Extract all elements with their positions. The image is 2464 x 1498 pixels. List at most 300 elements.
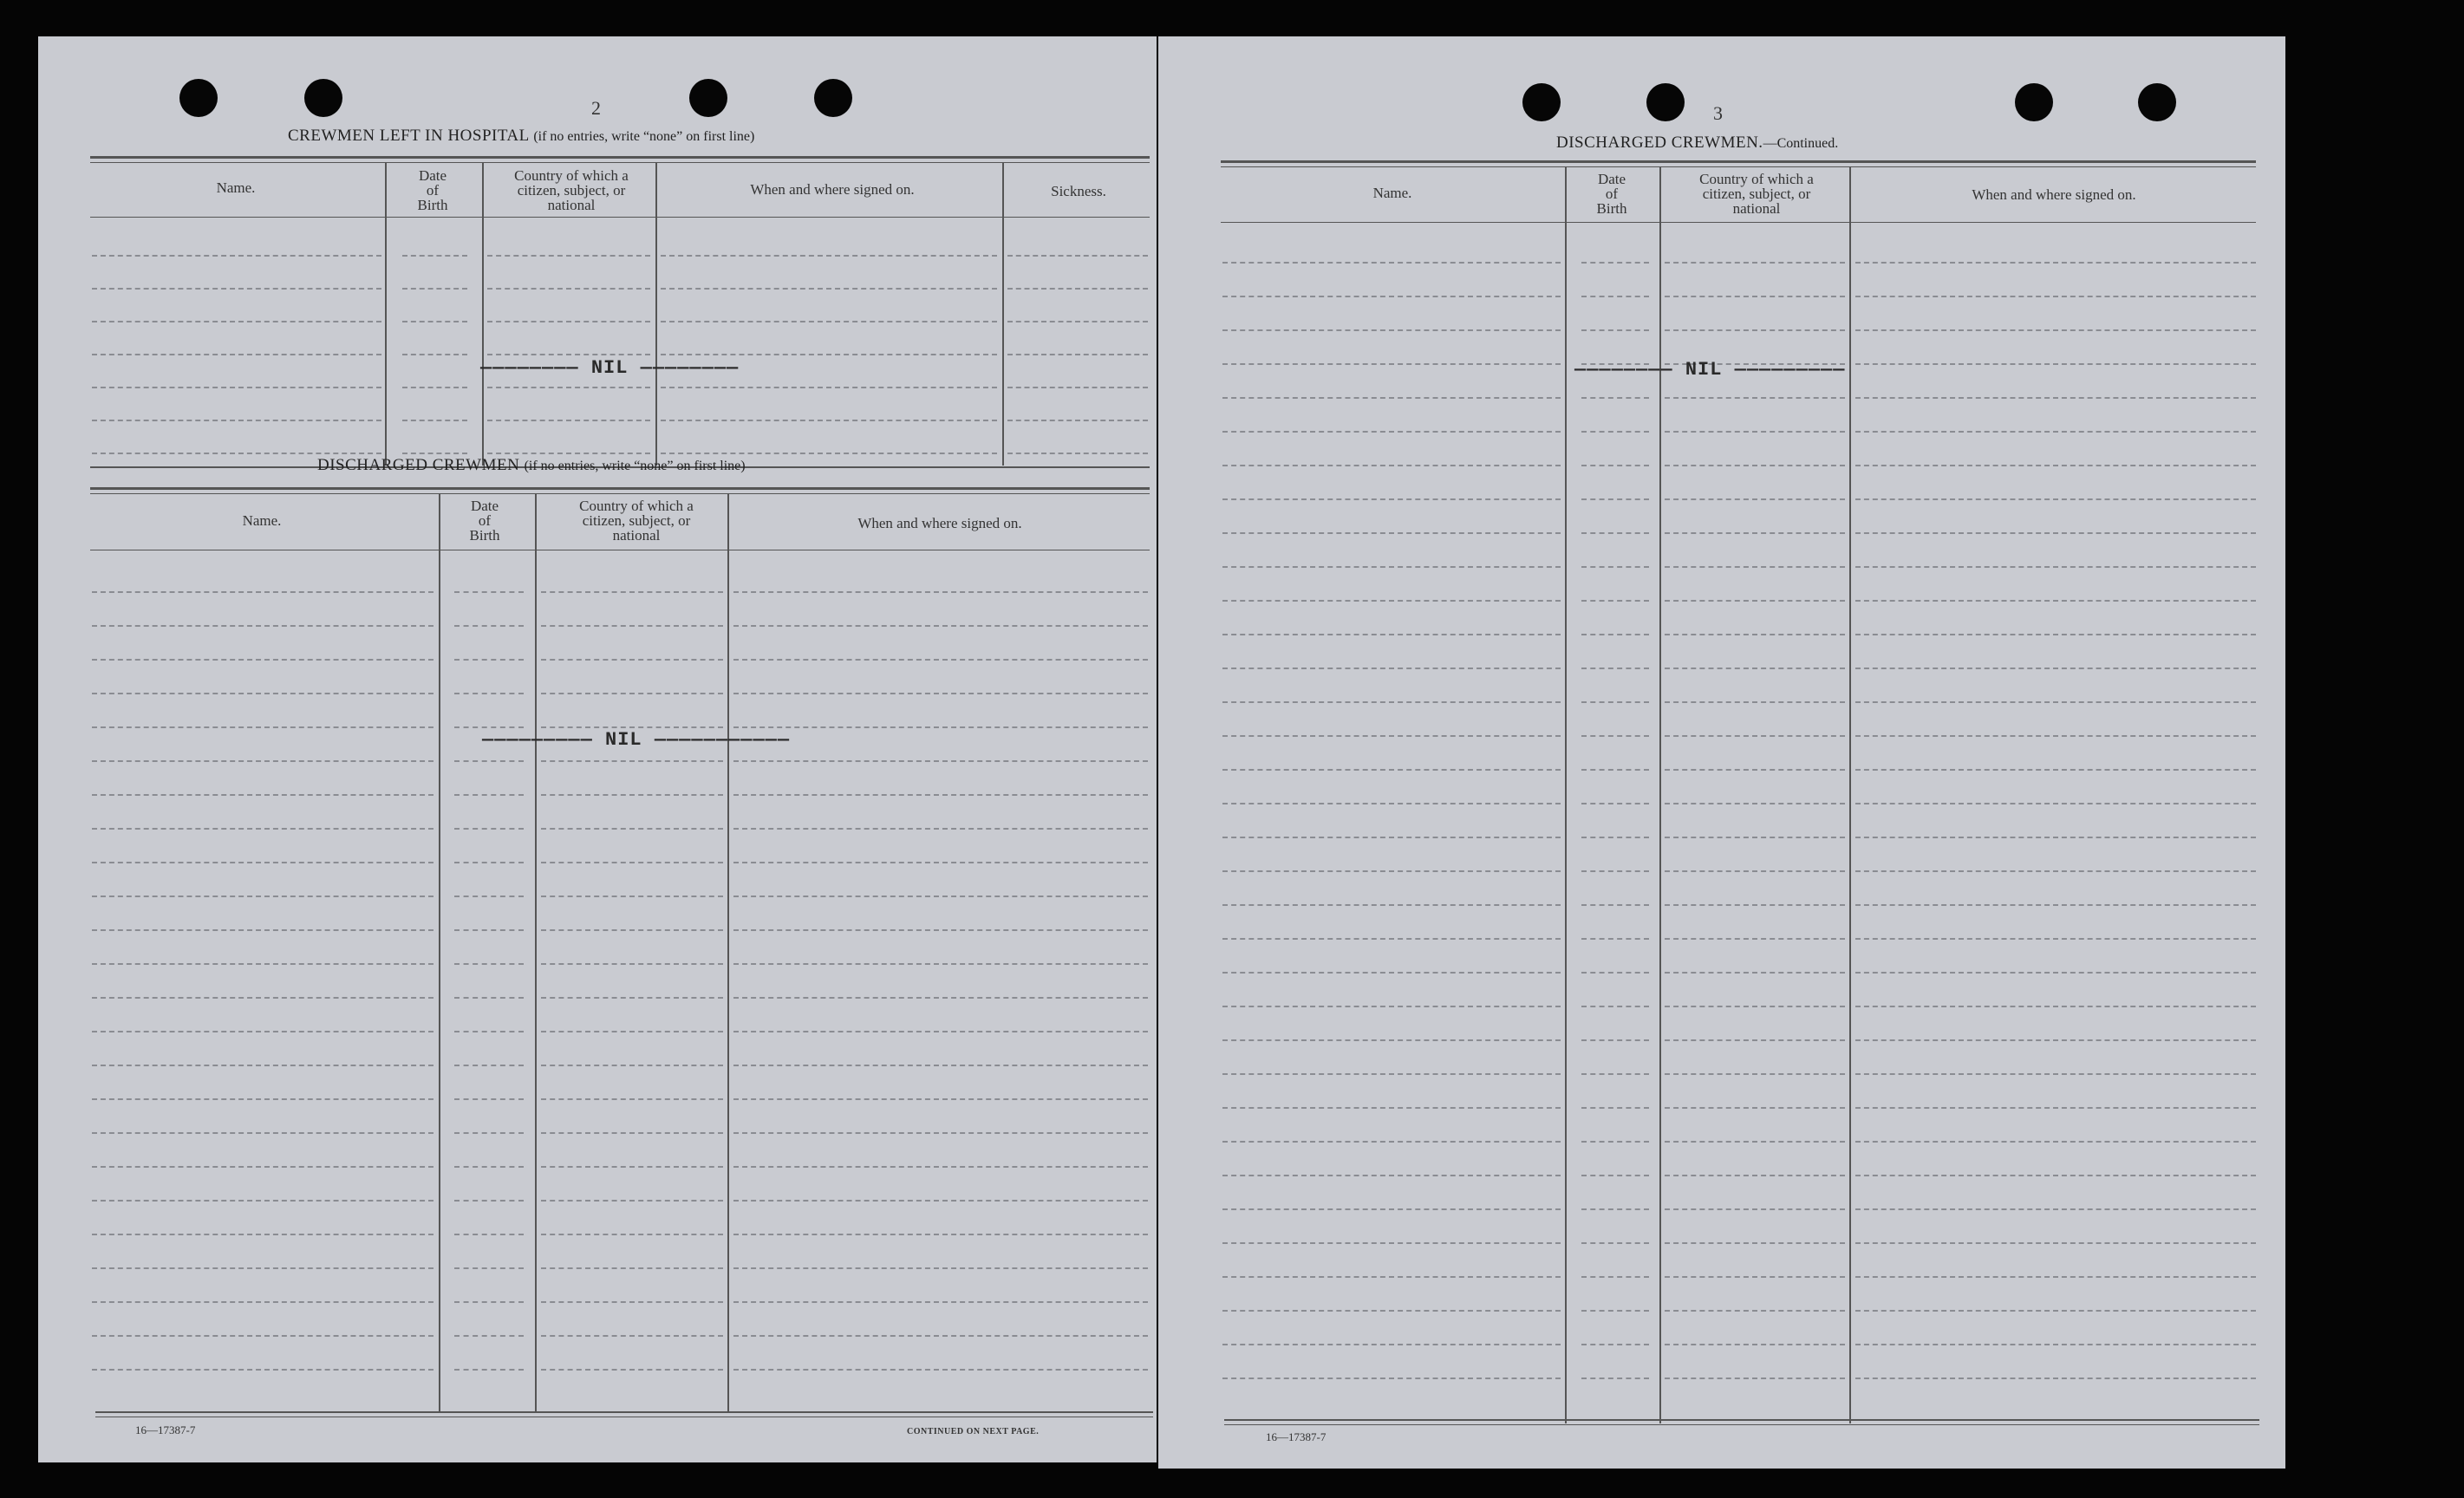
discharged-continued-title: [1556, 134, 1838, 153]
entry-line: [541, 1234, 723, 1235]
punch-hole: [2015, 83, 2053, 121]
hospital-section-title: [288, 127, 754, 146]
entry-line: [1581, 1141, 1649, 1143]
entry-line: [1581, 1310, 1649, 1312]
entry-line: [454, 963, 524, 965]
entry-line: [1665, 870, 1845, 872]
entry-line: [1855, 870, 2256, 872]
discharged-nil-entry: ————————— NIL ———————————: [482, 729, 791, 751]
right-bottom-rule: [1224, 1419, 2259, 1421]
entry-line: [1855, 1073, 2256, 1075]
entry-line: [1222, 668, 1561, 669]
entry-line: [92, 862, 433, 863]
entry-line: [1581, 904, 1649, 906]
entry-line: [1665, 431, 1845, 433]
entry-line: [541, 794, 723, 796]
entry-line: [1855, 431, 2256, 433]
entry-line: [1222, 296, 1561, 297]
entry-line: [733, 726, 1148, 728]
entry-line: [541, 1065, 723, 1066]
entry-line: [733, 1301, 1148, 1303]
entry-line: [733, 896, 1148, 897]
entry-line: [1222, 904, 1561, 906]
hospital-col-divider: [1002, 162, 1004, 466]
entry-line: [1007, 420, 1148, 421]
entry-line: [1581, 972, 1649, 974]
entry-line: [1665, 735, 1845, 737]
entry-line: [1581, 498, 1649, 500]
entry-line: [661, 354, 997, 355]
entry-line: [1007, 288, 1148, 290]
entry-line: [454, 1031, 524, 1032]
entry-line: [1222, 498, 1561, 500]
entry-line: [454, 625, 524, 627]
entry-line: [1855, 465, 2256, 466]
entry-line: [1581, 938, 1649, 940]
entry-line: [487, 453, 650, 454]
entry-line: [1222, 1175, 1561, 1176]
entry-line: [402, 288, 467, 290]
entry-line: [1581, 1276, 1649, 1278]
entry-line: [733, 591, 1148, 593]
entry-line: [1665, 668, 1845, 669]
right-col-country: Country of which a citizen, subject, or national: [1699, 171, 1814, 217]
right-col-divider: [1849, 166, 1851, 1423]
entry-line: [1855, 803, 2256, 804]
continued-note: CONTINUED ON NEXT PAGE.: [907, 1427, 1040, 1436]
hospital-title-text: CREWMEN LEFT IN HOSPITAL: [288, 127, 530, 145]
entry-line: [541, 591, 723, 593]
hospital-col-country: Country of which a citizen, subject, or national: [514, 167, 629, 213]
entry-line: [92, 354, 381, 355]
entry-line: [1855, 1141, 2256, 1143]
entry-line: [1665, 296, 1845, 297]
entry-line: [92, 1132, 433, 1134]
entry-line: [1222, 1006, 1561, 1007]
entry-line: [1007, 387, 1148, 388]
entry-line: [1855, 262, 2256, 264]
entry-line: [454, 794, 524, 796]
entry-line: [1581, 1378, 1649, 1379]
discharged-instruction: (if no entries, write “none” on first line): [524, 459, 746, 473]
entry-line: [1581, 769, 1649, 771]
entry-line: [1665, 1242, 1845, 1244]
entry-line: [1665, 1208, 1845, 1210]
entry-line: [1665, 329, 1845, 331]
entry-line: [92, 1335, 433, 1337]
entry-line: [1222, 1344, 1561, 1345]
entry-line: [402, 387, 467, 388]
entry-line: [1855, 1039, 2256, 1041]
entry-line: [733, 1166, 1148, 1168]
right-bottom-rule-2: [1224, 1424, 2259, 1425]
entry-line: [733, 1031, 1148, 1032]
entry-line: [733, 828, 1148, 830]
hospital-col-divider: [655, 162, 657, 466]
entry-line: [1222, 465, 1561, 466]
entry-line: [661, 387, 997, 388]
entry-line: [1222, 566, 1561, 568]
entry-line: [541, 896, 723, 897]
entry-line: [487, 354, 650, 355]
entry-line: [1855, 1378, 2256, 1379]
entry-line: [1665, 397, 1845, 399]
right-col-divider: [1565, 166, 1567, 1423]
entry-line: [1581, 397, 1649, 399]
entry-line: [541, 1335, 723, 1337]
entry-line: [454, 591, 524, 593]
entry-line: [1581, 1242, 1649, 1244]
left-page: [38, 36, 1157, 1462]
entry-line: [1665, 498, 1845, 500]
entry-line: [1222, 1242, 1561, 1244]
entry-line: [733, 1132, 1148, 1134]
entry-line: [661, 255, 997, 257]
entry-line: [92, 659, 433, 661]
entry-line: [1855, 769, 2256, 771]
discharged-col-divider: [535, 493, 537, 1412]
right-nil-entry: ———————— NIL —————————: [1574, 359, 1846, 381]
entry-line: [1855, 600, 2256, 602]
entry-line: [487, 321, 650, 322]
entry-line: [1665, 904, 1845, 906]
discharged-col-divider: [727, 493, 729, 1412]
hospital-col-divider: [385, 162, 387, 466]
entry-line: [92, 1098, 433, 1100]
entry-line: [1665, 938, 1845, 940]
entry-line: [402, 354, 467, 355]
entry-line: [1855, 1242, 2256, 1244]
entry-line: [1581, 532, 1649, 534]
discharged-col-divider: [439, 493, 440, 1412]
entry-line: [454, 1267, 524, 1269]
entry-line: [541, 1267, 723, 1269]
entry-line: [1581, 701, 1649, 703]
entry-line: [1665, 1276, 1845, 1278]
punch-hole: [1646, 83, 1685, 121]
entry-line: [92, 693, 433, 694]
page-number: 2: [591, 97, 601, 119]
entry-line: [1855, 498, 2256, 500]
continued-subtitle: —Continued.: [1763, 136, 1839, 151]
entry-line: [92, 1267, 433, 1269]
entry-line: [92, 794, 433, 796]
right-page: [1158, 36, 2285, 1469]
discharged-col-name: Name.: [242, 512, 282, 529]
entry-line: [1855, 296, 2256, 297]
entry-line: [733, 862, 1148, 863]
right-col-signed: When and where signed on.: [1972, 186, 2136, 203]
entry-line: [733, 625, 1148, 627]
entry-line: [1665, 1039, 1845, 1041]
entry-line: [541, 726, 723, 728]
entry-line: [1222, 938, 1561, 940]
entry-line: [92, 625, 433, 627]
entry-line: [1581, 465, 1649, 466]
form-number: 16—17387-7: [135, 1423, 196, 1436]
entry-line: [454, 1369, 524, 1371]
entry-line: [1855, 1006, 2256, 1007]
hospital-col-signed: When and where signed on.: [750, 181, 915, 198]
entry-line: [454, 726, 524, 728]
entry-line: [541, 1200, 723, 1202]
entry-line: [541, 1166, 723, 1168]
entry-line: [733, 1267, 1148, 1269]
entry-line: [1665, 972, 1845, 974]
entry-line: [1222, 837, 1561, 838]
entry-line: [1581, 329, 1649, 331]
entry-line: [541, 1031, 723, 1032]
entry-line: [1222, 262, 1561, 264]
entry-line: [454, 1132, 524, 1134]
entry-line: [1665, 1107, 1845, 1109]
discharged-col-signed: When and where signed on.: [857, 515, 1022, 531]
entry-line: [1665, 532, 1845, 534]
punch-hole: [179, 79, 218, 117]
entry-line: [92, 963, 433, 965]
entry-line: [541, 1369, 723, 1371]
entry-line: [92, 929, 433, 931]
entry-line: [1665, 1073, 1845, 1075]
discharged-title-text: DISCHARGED CREWMEN: [317, 456, 520, 474]
hospital-top-rule-2: [90, 162, 1150, 163]
punch-hole: [2138, 83, 2176, 121]
entry-line: [1665, 1141, 1845, 1143]
entry-line: [1855, 701, 2256, 703]
entry-line: [1581, 1344, 1649, 1345]
entry-line: [1855, 1276, 2256, 1278]
entry-line: [1855, 1310, 2256, 1312]
entry-line: [1581, 1208, 1649, 1210]
hospital-col-name: Name.: [216, 179, 256, 196]
entry-line: [1581, 1175, 1649, 1176]
entry-line: [454, 1166, 524, 1168]
entry-line: [1665, 634, 1845, 635]
discharged-top-rule-2: [90, 493, 1150, 494]
entry-line: [1581, 803, 1649, 804]
entry-line: [454, 1234, 524, 1235]
right-header-rule: [1221, 222, 2256, 223]
entry-line: [541, 693, 723, 694]
entry-line: [1855, 397, 2256, 399]
entry-line: [454, 997, 524, 999]
right-col-dob: Date of Birth: [1596, 171, 1627, 217]
entry-line: [1222, 1378, 1561, 1379]
entry-line: [1222, 1073, 1561, 1075]
entry-line: [402, 420, 467, 421]
entry-line: [1855, 634, 2256, 635]
entry-line: [92, 1301, 433, 1303]
entry-line: [1665, 1378, 1845, 1379]
entry-line: [1581, 837, 1649, 838]
entry-line: [733, 760, 1148, 762]
entry-line: [1665, 837, 1845, 838]
hospital-nil-entry: ———————— NIL ————————: [480, 357, 740, 379]
entry-line: [541, 625, 723, 627]
entry-line: [1581, 1073, 1649, 1075]
entry-line: [1665, 1006, 1845, 1007]
entry-line: [733, 1200, 1148, 1202]
entry-line: [1581, 735, 1649, 737]
entry-line: [402, 255, 467, 257]
entry-line: [733, 963, 1148, 965]
entry-line: [92, 1031, 433, 1032]
entry-line: [92, 288, 381, 290]
entry-line: [1222, 870, 1561, 872]
entry-line: [733, 693, 1148, 694]
entry-line: [1665, 262, 1845, 264]
entry-line: [1222, 1276, 1561, 1278]
hospital-col-divider: [482, 162, 484, 466]
entry-line: [1665, 1175, 1845, 1176]
punch-hole: [689, 79, 727, 117]
entry-line: [541, 862, 723, 863]
entry-line: [92, 387, 381, 388]
entry-line: [1855, 938, 2256, 940]
entry-line: [541, 963, 723, 965]
hospital-col-sickness: Sickness.: [1051, 183, 1106, 199]
entry-line: [487, 288, 650, 290]
entry-line: [661, 321, 997, 322]
entry-line: [1665, 769, 1845, 771]
entry-line: [92, 591, 433, 593]
entry-line: [1222, 634, 1561, 635]
entry-line: [1855, 532, 2256, 534]
entry-line: [733, 1335, 1148, 1337]
entry-line: [92, 726, 433, 728]
entry-line: [1222, 397, 1561, 399]
entry-line: [733, 1065, 1148, 1066]
right-col-name: Name.: [1372, 185, 1412, 201]
entry-line: [1581, 600, 1649, 602]
entry-line: [92, 453, 381, 454]
entry-line: [454, 929, 524, 931]
entry-line: [1581, 634, 1649, 635]
entry-line: [541, 1098, 723, 1100]
entry-line: [1222, 431, 1561, 433]
entry-line: [1855, 1344, 2256, 1345]
entry-line: [487, 387, 650, 388]
entry-line: [1222, 600, 1561, 602]
entry-line: [1222, 1141, 1561, 1143]
entry-line: [1665, 600, 1845, 602]
entry-line: [1222, 1039, 1561, 1041]
entry-line: [92, 1166, 433, 1168]
punch-hole: [814, 79, 852, 117]
entry-line: [1007, 255, 1148, 257]
entry-line: [454, 896, 524, 897]
entry-line: [1222, 363, 1561, 365]
entry-line: [92, 760, 433, 762]
entry-line: [1581, 1107, 1649, 1109]
entry-line: [1222, 1107, 1561, 1109]
right-col-divider: [1659, 166, 1661, 1423]
entry-line: [1007, 321, 1148, 322]
entry-line: [1665, 803, 1845, 804]
entry-line: [454, 760, 524, 762]
entry-line: [1855, 904, 2256, 906]
hospital-header-rule: [90, 217, 1150, 218]
form-number: 16—17387-7: [1266, 1430, 1327, 1443]
discharged-col-country: Country of which a citizen, subject, or national: [579, 498, 694, 544]
entry-line: [1222, 1310, 1561, 1312]
entry-line: [1222, 1208, 1561, 1210]
entry-line: [1855, 1107, 2256, 1109]
entry-line: [1222, 701, 1561, 703]
entry-line: [661, 453, 997, 454]
entry-line: [541, 1132, 723, 1134]
entry-line: [1007, 453, 1148, 454]
entry-line: [661, 288, 997, 290]
entry-line: [454, 862, 524, 863]
entry-line: [92, 255, 381, 257]
entry-line: [1665, 701, 1845, 703]
entry-line: [733, 929, 1148, 931]
entry-line: [733, 794, 1148, 796]
right-top-rule: [1221, 160, 2256, 163]
entry-line: [1581, 870, 1649, 872]
entry-line: [1222, 532, 1561, 534]
entry-line: [541, 997, 723, 999]
entry-line: [1855, 1175, 2256, 1176]
entry-line: [541, 1301, 723, 1303]
entry-line: [92, 1234, 433, 1235]
entry-line: [1222, 769, 1561, 771]
hospital-top-rule: [90, 156, 1150, 159]
entry-line: [454, 1098, 524, 1100]
entry-line: [733, 659, 1148, 661]
entry-line: [1665, 566, 1845, 568]
discharged-section-title: [317, 456, 746, 475]
entry-line: [541, 929, 723, 931]
entry-line: [92, 1065, 433, 1066]
punch-hole: [304, 79, 342, 117]
entry-line: [454, 659, 524, 661]
entry-line: [1007, 354, 1148, 355]
discharged-bottom-rule: [95, 1411, 1153, 1413]
entry-line: [1222, 972, 1561, 974]
entry-line: [1581, 262, 1649, 264]
entry-line: [454, 1065, 524, 1066]
entry-line: [92, 828, 433, 830]
entry-line: [454, 828, 524, 830]
entry-line: [541, 659, 723, 661]
entry-line: [92, 997, 433, 999]
entry-line: [733, 1369, 1148, 1371]
entry-line: [1855, 735, 2256, 737]
entry-line: [1581, 566, 1649, 568]
entry-line: [1222, 735, 1561, 737]
entry-line: [733, 1098, 1148, 1100]
entry-line: [661, 420, 997, 421]
entry-line: [402, 321, 467, 322]
entry-line: [402, 453, 467, 454]
page-number: 3: [1713, 102, 1723, 124]
entry-line: [92, 1369, 433, 1371]
discharged-col-dob: Date of Birth: [469, 498, 500, 544]
entry-line: [1222, 329, 1561, 331]
entry-line: [454, 1301, 524, 1303]
entry-line: [454, 1335, 524, 1337]
hospital-instruction: (if no entries, write “none” on first line): [533, 129, 755, 144]
entry-line: [487, 255, 650, 257]
entry-line: [541, 828, 723, 830]
entry-line: [1581, 431, 1649, 433]
discharged-top-rule: [90, 487, 1150, 490]
entry-line: [1222, 803, 1561, 804]
entry-line: [92, 1200, 433, 1202]
entry-line: [1855, 329, 2256, 331]
